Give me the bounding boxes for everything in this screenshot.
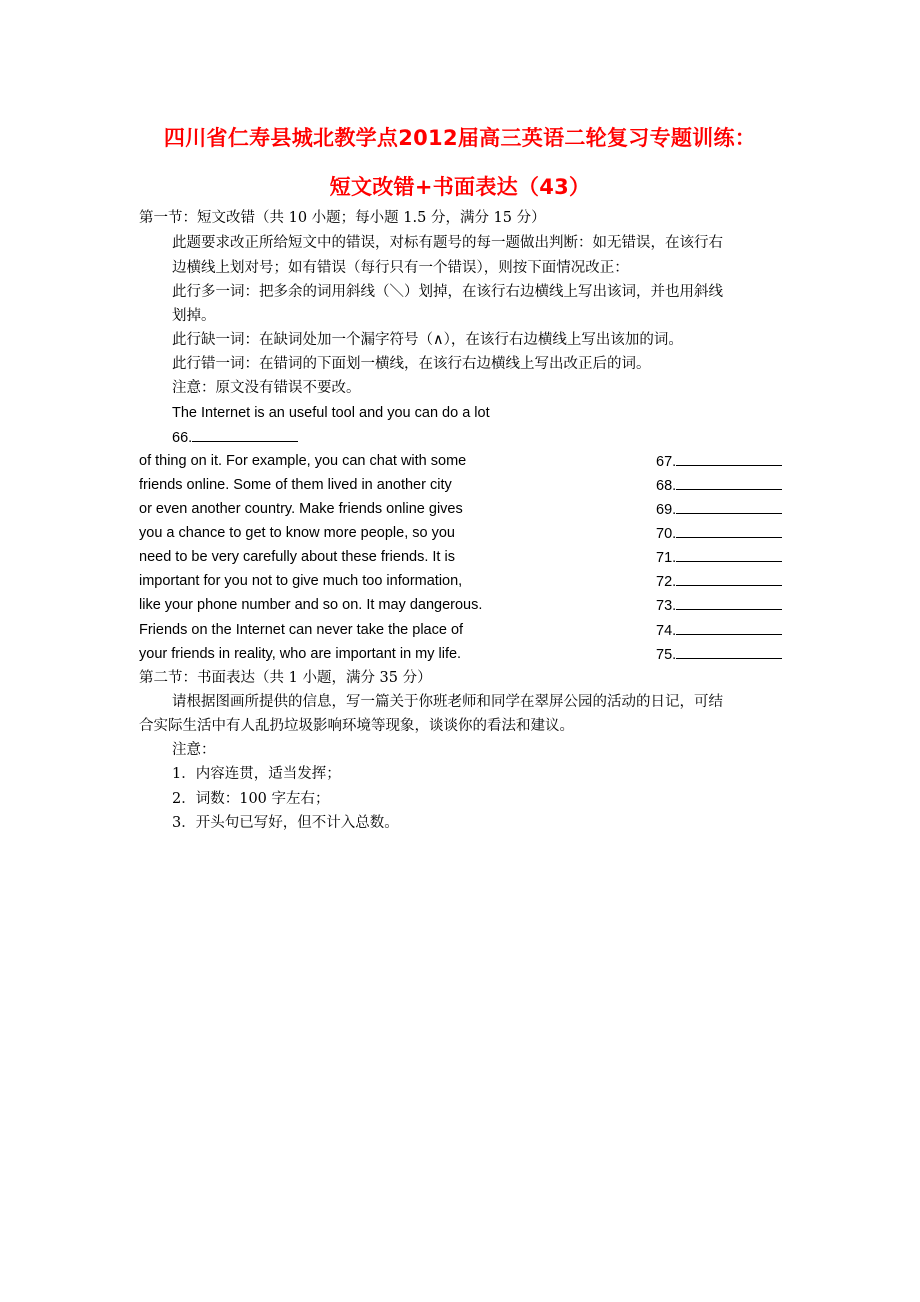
page-title-line-1: 四川省仁寿县城北教学点2012届高三英语二轮复习专题训练： [163, 126, 757, 150]
instruction-line: 边横线上划对号；如有错误（每行只有一个错误），则按下面情况改正： [172, 260, 629, 276]
passage-line: your friends in reality, who are important in my life. [139, 646, 462, 662]
answer-line [676, 475, 782, 490]
passage-line: important for you not to give much too information, [139, 573, 463, 589]
answer-blank [656, 547, 782, 568]
instruction-line: 此行缺一词：在缺词处加一个漏字符号（∧），在该行右边横线上写出该加的词。 [172, 332, 683, 348]
writing-prompt-line: 请根据图画所提供的信息，写一篇关于你班老师和同学在翠屏公园的活动的日记，可结 [172, 694, 723, 710]
page-title-line-2: 短文改错+书面表达（43） [329, 175, 591, 199]
note-label: 注意： [172, 742, 216, 758]
answer-line [676, 595, 782, 610]
answer-number: 74. [656, 623, 677, 639]
answer-line [676, 644, 782, 659]
passage-line: Friends on the Internet can never take the place of [139, 622, 464, 638]
instruction-line: 注意：原文没有错误不要改。 [172, 380, 361, 396]
passage-line: The Internet is an useful tool and you can do a lot [172, 405, 490, 421]
section-1-heading: 第一节：短文改错（共 10 小题；每小题 1.5 分，满分 15 分） [139, 210, 546, 226]
answer-line [676, 451, 782, 466]
answer-number: 69. [656, 502, 677, 518]
answer-line [676, 547, 782, 562]
instruction-line: 此题要求改正所给短文中的错误，对标有题号的每一题做出判断：如无错误，在该行右 [172, 235, 723, 251]
answer-line [676, 499, 782, 514]
answer-blank [656, 595, 782, 616]
answer-number: 70. [656, 526, 677, 542]
note-item: 3．开头句已写好，但不计入总数。 [172, 815, 399, 831]
passage-line: you a chance to get to know more people, so you [139, 525, 455, 541]
answer-line [676, 523, 782, 538]
passage-line: friends online. Some of them lived in another city [139, 477, 452, 493]
note-item: 1．内容连贯，适当发挥； [172, 766, 341, 782]
note-item: 2．词数：100 字左右； [172, 791, 330, 807]
answer-number: 72. [656, 574, 677, 590]
answer-line [676, 571, 782, 586]
writing-prompt-line: 合实际生活中有人乱扔垃圾影响环境等现象，谈谈你的看法和建议。 [139, 718, 574, 734]
section-2-heading: 第二节：书面表达（共 1 小题，满分 35 分） [139, 670, 432, 686]
answer-number: 71. [656, 550, 677, 566]
passage-line: need to be very carefully about these friends. It is [139, 549, 455, 565]
passage-line: like your phone number and so on. It may dangerous. [139, 597, 483, 613]
answer-blank [656, 620, 782, 641]
instruction-line: 此行错一词：在错词的下面划一横线，在该行右边横线上写出改正后的词。 [172, 356, 651, 372]
passage-line: or even another country. Make friends online gives [139, 501, 463, 517]
answer-line [192, 427, 298, 442]
answer-number: 75. [656, 647, 677, 663]
passage-line: of thing on it. For example, you can chat with some [139, 453, 467, 469]
answer-blank [656, 523, 782, 544]
answer-blank-66 [172, 427, 298, 448]
answer-blank [656, 451, 782, 472]
instruction-line: 划掉。 [172, 308, 216, 324]
answer-number: 73. [656, 598, 677, 614]
answer-number: 68. [656, 478, 677, 494]
answer-blank [656, 475, 782, 496]
answer-blank [656, 644, 782, 665]
answer-number: 66. [172, 430, 193, 446]
answer-blank [656, 499, 782, 520]
answer-blank [656, 571, 782, 592]
answer-line [676, 620, 782, 635]
answer-number: 67. [656, 454, 677, 470]
instruction-line: 此行多一词：把多余的词用斜线（＼）划掉，在该行右边横线上写出该词，并也用斜线 [172, 284, 723, 300]
